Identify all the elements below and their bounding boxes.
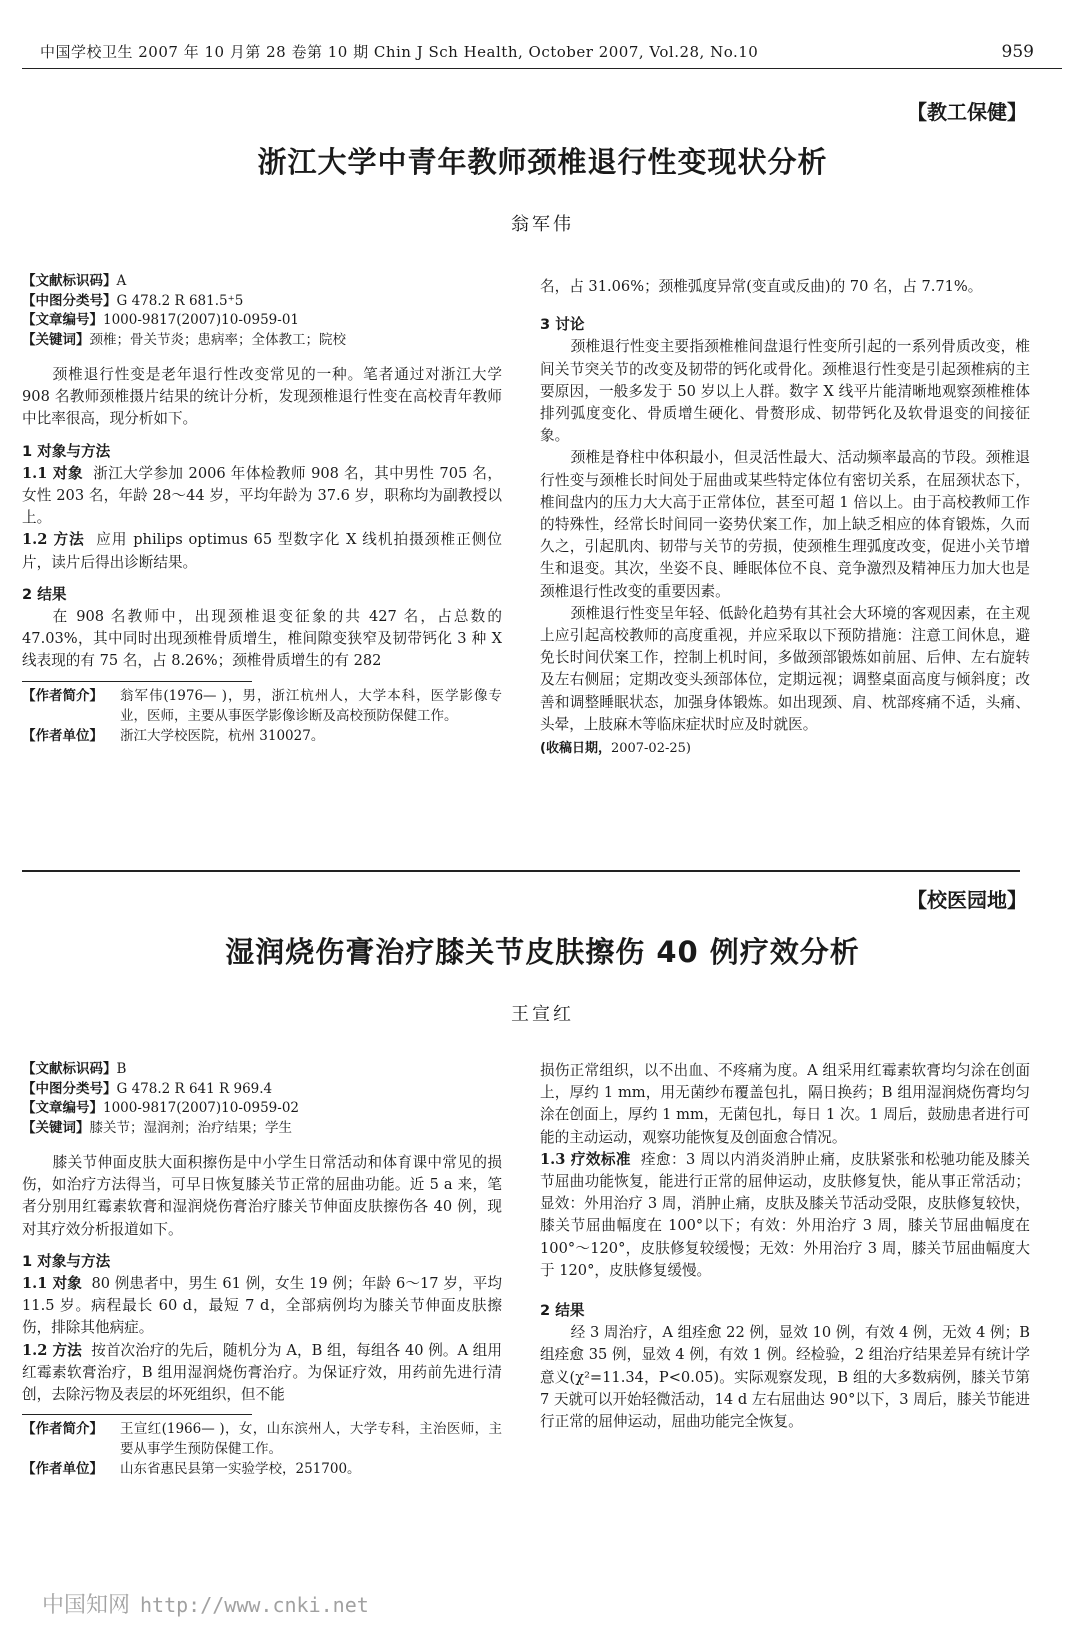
running-header: [40, 40, 1040, 64]
received-label: (收稿日期，: [540, 741, 611, 757]
article2-metadata: [22, 1060, 502, 1138]
article1-author: 翁军伟: [511, 214, 574, 235]
article2-s1-1-text: 80 例患者中，男生 61 例，女生 19 例；年龄 6～17 岁，平均 11.5 岁。病程最长 60 d，最短 7 d，全部病例均为膝关节伸面皮肤擦伤，排除其他病症。: [22, 1275, 502, 1337]
affiliation-label: 【作者单位】: [22, 1461, 103, 1478]
author-intro-label: 【作者简介】: [22, 687, 103, 704]
article-no-label: 【文章编号】: [22, 312, 103, 328]
article1-title: 浙江大学中青年教师颈椎退行性变现状分析: [257, 145, 828, 179]
article1-s1-2-label: 1.2 方法: [22, 531, 85, 549]
article2-footnote: [22, 1419, 502, 1479]
received-date: [540, 738, 1030, 760]
clc-number: G 478.2 R 641 R 969.4: [116, 1080, 273, 1097]
keywords: 膝关节；湿润剂；治疗结果；学生: [89, 1119, 292, 1136]
keywords-label: 【关键词】: [22, 331, 90, 348]
article1-discussion-p2: 颈椎是脊柱中体积最小，但灵活性最大、活动频率最高的节段。颈椎退行性变与颈椎长时间处于屈曲或某些特定体位有密切关系，在屈颈状态下，椎间盘内的压力大大高于正常体位，甚至可超 1 倍以上。由于高校教师工作的特殊性，经常长时间同一姿势伏案工作，加上缺乏相应的体育锻炼，久而久之，引起肌肉、韧带与关节的劳损，使颈椎生理弧度改变，促进小关节增生和退变。其次，坐姿不良、睡眠体位不良、竞争激烈及精神压力加大也是颈椎退行性改变的重要因素。: [540, 449, 1030, 600]
clc-label: 【中图分类号】: [22, 292, 117, 309]
article-divider: [22, 870, 1020, 872]
article2-s1-3-label: 1.3 疗效标准: [540, 1150, 631, 1168]
article1-section2-heading: 2 结果: [22, 585, 67, 603]
received-date-value: 2007-02-25): [610, 741, 691, 757]
keywords-label: 【关键词】: [22, 1119, 90, 1136]
affiliation-label: 【作者单位】: [22, 727, 103, 744]
article2-title: 湿润烧伤膏治疗膝关节皮肤擦伤 40 例疗效分析: [225, 935, 860, 969]
article1-discussion-p1: 颈椎退行性变主要指颈椎椎间盘退行性变所引起的一系列骨质改变，椎间关节突关节的改变及韧带的钙化或骨化。颈椎退行性变是引起颈椎病的主要原因，一般多发于 50 岁以上人群。数字 X 线平片能清晰地观察颈椎椎体排列弧度变化、骨质增生硬化、骨赘形成、韧带钙化及软骨退变的间接征象。: [540, 338, 1030, 445]
footnote-rule: [22, 1414, 252, 1415]
article1-section1-heading: 1 对象与方法: [22, 442, 111, 460]
keywords: 颈椎；骨关节炎；患病率；全体教工；院校: [89, 331, 346, 348]
author-intro: 王宣红(1966— )，女，山东滨州人，大学专科，主治医师，主要从事学生预防保健工作。: [120, 1421, 502, 1458]
affiliation: 山东省惠民县第一实验学校，251700。: [120, 1461, 361, 1478]
doc-code: B: [116, 1061, 127, 1077]
article2-s1-2-text: 按首次治疗的先后，随机分为 A，B 组，每组各 40 例。A 组用红霉素软膏治疗，B 组用湿润烧伤膏治疗。为保证疗效，用药前先进行清创，去除污物及表层的坏死组织，但不能: [22, 1341, 502, 1404]
article2-s1-3-text: 痊愈：3 周以内消炎消肿止痛，皮肤紧张和松驰功能及膝关节屈曲功能恢复，能进行正常的屈伸运动，皮肤修复快，能从事正常活动；显效：外用治疗 3 周，消肿止痛，皮肤及膝关节活动受限，皮肤修复较快，膝关节屈曲幅度在 100°以下；有效：外用治疗 3 周，膝关节屈曲幅度在 100°～120°，皮肤修复较缓慢；无效：外用治疗 3 周，膝关节屈曲幅度大于 120°，皮肤修复缓慢。: [540, 1150, 1030, 1279]
article2-methods-continued: 损伤正常组织，以不出血、不疼痛为度。A 组采用红霉素软膏均匀涂在创面上，厚约 1 mm，用无菌纱布覆盖包扎，隔日换药；B 组用湿润烧伤膏均匀涂在创面上，厚约 1 mm，无菌包扎，每日 1 次。1 周后，鼓励患者进行可能的主动运动，观察功能恢复及创面愈合情况。: [540, 1062, 1030, 1146]
article2-results-text: 经 3 周治疗，A 组痊愈 22 例，显效 10 例，有效 4 例，无效 4 例；B 组痊愈 35 例，显效 4 例，有效 1 例。经检验，2 组治疗结果差异有统计学意义(χ²=11.34，P<0.05)。实际观察发现，B 组的大多数病例，膝关节第 7 天就可以开始轻微活动，14 d 左右屈曲达 90°以下，3 周后，膝关节能进行正常的屈伸运动，屈曲功能完全恢复。: [540, 1324, 1030, 1431]
clc-number: G 478.2 R 681.5⁺5: [116, 292, 244, 309]
affiliation: 浙江大学校医院，杭州 310027。: [120, 727, 325, 744]
article1-s1-1-text: 浙江大学参加 2006 年体检教师 908 名，其中男性 705 名，女性 203 名，年龄 28～44 岁，平均年龄为 37.6 岁，职称均为副教授以上。: [22, 464, 502, 527]
journal-citation: 中国学校卫生 2007 年 10 月第 28 卷第 10 期 Chin J Sch Health, October 2007, Vol.28, No.10: [40, 43, 759, 61]
article1-right-column: [540, 276, 1030, 760]
article1-section3-heading: 3 讨论: [540, 316, 585, 334]
article2-section2-heading: 2 结果: [540, 1302, 585, 1320]
article2-left-column: [22, 1060, 502, 1479]
doc-code: A: [116, 273, 127, 289]
article1-results-text: 在 908 名教师中，出现颈椎退变征象的共 427 名，占总数的 47.03%，其中同时出现颈椎骨质增生，椎间隙变狭窄及韧带钙化 3 种 X 线表现的有 75 名，占 8.26%；颈椎骨质增生的有 282: [22, 608, 502, 670]
article1-discussion-p3: 颈椎退行性变呈年轻、低龄化趋势有其社会大环境的客观因素，在主观上应引起高校教师的高度重视，并应采取以下预防措施：注意工间休息，避免长时间伏案工作，控制上机时间，多做颈部锻炼如前屈、后伸、左右旋转及左右侧屈；定期改变头颈部体位，定期远视；调整桌面高度与倾斜度；改善和调整睡眠状态，加强身体锻炼。如出现颈、肩、枕部疼痛不适，头痛、头晕，上肢麻木等临床症状时应及时就医。: [540, 604, 1030, 733]
article1-metadata: [22, 272, 502, 350]
clc-label: 【中图分类号】: [22, 1080, 117, 1097]
article1-intro: 颈椎退行性变是老年退行性改变常见的一种。笔者通过对浙江大学 908 名教师颈椎摄片结果的统计分析，发现颈椎退行性变在高校青年教师中比率很高，现分析如下。: [22, 366, 502, 428]
article2-section1-heading: 1 对象与方法: [22, 1252, 111, 1270]
article1-section-tag: 【教工保健】: [907, 100, 1027, 124]
article1-s1-2-text: 应用 philips optimus 65 型数字化 X 线机拍摄颈椎正侧位片，读片后得出诊断结果。: [22, 531, 502, 571]
article1-s1-1-label: 1.1 对象: [22, 464, 84, 482]
doc-code-label: 【文献标识码】: [22, 273, 117, 289]
article2-s1-1-label: 1.1 对象: [22, 1275, 82, 1293]
article2-section-tag: 【校医园地】: [907, 888, 1027, 912]
cnki-watermark: [42, 1588, 369, 1619]
doc-code-label: 【文献标识码】: [22, 1061, 117, 1077]
article2-s1-2-label: 1.2 方法: [22, 1341, 82, 1359]
article2-author: 王宣红: [511, 1004, 574, 1025]
header-rule: [22, 68, 1062, 69]
footnote-rule: [22, 681, 252, 682]
article1-results-continued: 名，占 31.06%；颈椎弧度异常(变直或反曲)的 70 名，占 7.71%。: [540, 278, 983, 295]
article-no-label: 【文章编号】: [22, 1100, 103, 1116]
watermark-cn: 中国知网: [42, 1593, 131, 1618]
article1-footnote: [22, 686, 502, 746]
article-number: 1000-9817(2007)10-0959-01: [103, 312, 300, 328]
article1-left-column: [22, 272, 502, 746]
article-number: 1000-9817(2007)10-0959-02: [103, 1100, 300, 1116]
page-number: 959: [1001, 42, 1034, 62]
author-intro: 翁军伟(1976— )，男，浙江杭州人，大学本科，医学影像专业，医师，主要从事医学影像诊断及高校预防保健工作。: [120, 687, 502, 724]
article2-intro: 膝关节伸面皮肤大面积擦伤是中小学生日常活动和体育课中常见的损伤，如治疗方法得当，可早日恢复膝关节正常的屈曲功能。近 5 a 来，笔者分别用红霉素软膏和湿润烧伤膏治疗膝关节伸面皮肤擦伤各 40 例，现对其疗效分析报道如下。: [22, 1154, 502, 1238]
article2-right-column: [540, 1060, 1030, 1433]
author-intro-label: 【作者简介】: [22, 1421, 103, 1438]
watermark-url: http://www.cnki.net: [140, 1593, 369, 1617]
